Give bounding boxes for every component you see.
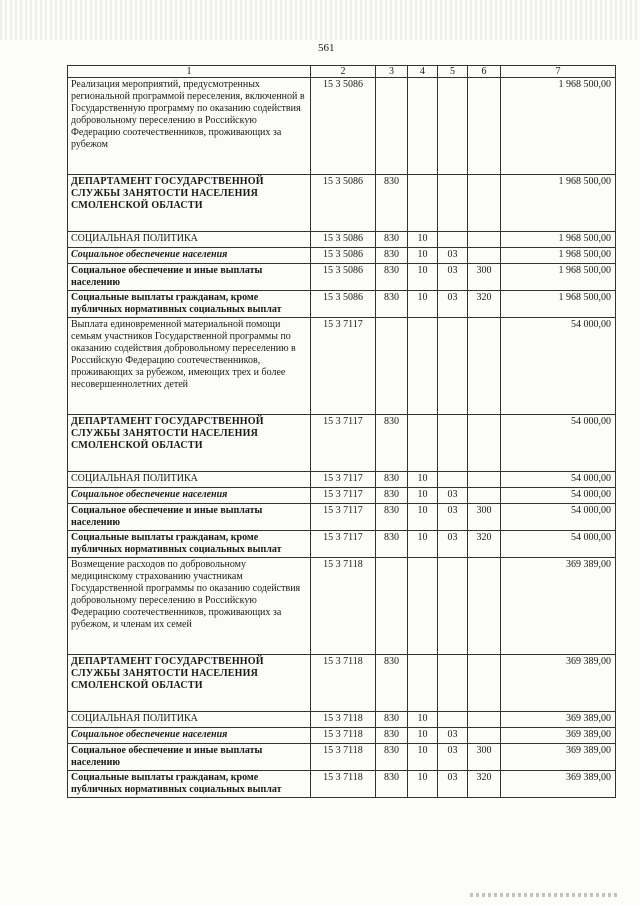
table-row-dept	[68, 175, 616, 232]
row-name: ДЕПАРТАМЕНТ ГОСУДАРСТВЕННОЙ СЛУЖБЫ ЗАНЯТОСТИ НАСЕЛЕНИЯ СМОЛЕНСКОЙ ОБЛАСТИ	[68, 415, 311, 472]
column-header: 4	[408, 66, 438, 78]
target-article-code: 15 3 7117	[311, 504, 376, 531]
section-code	[408, 78, 438, 175]
amount: 54 000,00	[501, 415, 616, 472]
section-code: 10	[408, 744, 438, 771]
table-row-sub	[68, 264, 616, 291]
row-name: Социальное обеспечение и иные выплаты населению	[68, 744, 311, 771]
column-header: 2	[311, 66, 376, 78]
section-code: 10	[408, 248, 438, 264]
column-header: 6	[468, 66, 501, 78]
target-article-code: 15 3 5086	[311, 248, 376, 264]
amount: 1 968 500,00	[501, 78, 616, 175]
ministry-code: 830	[376, 771, 408, 798]
table-row-dept	[68, 415, 616, 472]
expense-type-code	[468, 415, 501, 472]
amount: 369 389,00	[501, 728, 616, 744]
amount: 1 968 500,00	[501, 248, 616, 264]
ministry-code: 830	[376, 531, 408, 558]
scan-mark	[470, 893, 620, 897]
ministry-code: 830	[376, 488, 408, 504]
target-article-code: 15 3 5086	[311, 232, 376, 248]
table-row-sub	[68, 291, 616, 318]
section-code: 10	[408, 232, 438, 248]
target-article-code: 15 3 5086	[311, 291, 376, 318]
subsection-code: 03	[438, 531, 468, 558]
row-name: Возмещение расходов по добровольному медицинскому страхованию участникам Государственной программы по оказанию содействия добровольному переселению в Российскую Федерацию соотечественников, проживающих за рубежом, и членам их семей	[68, 558, 311, 655]
expense-type-code	[468, 318, 501, 415]
ministry-code: 830	[376, 712, 408, 728]
row-name: Социальное обеспечение и иные выплаты населению	[68, 504, 311, 531]
subsection-code: 03	[438, 248, 468, 264]
expense-type-code: 300	[468, 264, 501, 291]
subsection-code: 03	[438, 504, 468, 531]
ministry-code: 830	[376, 248, 408, 264]
section-code: 10	[408, 472, 438, 488]
amount: 54 000,00	[501, 504, 616, 531]
ministry-code: 830	[376, 264, 408, 291]
budget-table	[67, 65, 616, 798]
row-name: Социальное обеспечение населения	[68, 488, 311, 504]
ministry-code: 830	[376, 175, 408, 232]
expense-type-code	[468, 175, 501, 232]
amount: 54 000,00	[501, 318, 616, 415]
row-name: Выплата единовременной материальной помощи семьям участников Государственной программы по оказанию содействия добровольному переселению в Российскую Федерацию соотечественников, проживающих за рубежом, имеющих трех и более несовершеннолетних детей	[68, 318, 311, 415]
subsection-code: 03	[438, 744, 468, 771]
amount: 369 389,00	[501, 744, 616, 771]
amount: 54 000,00	[501, 472, 616, 488]
expense-type-code	[468, 78, 501, 175]
section-code	[408, 558, 438, 655]
target-article-code: 15 3 7118	[311, 558, 376, 655]
row-name: ДЕПАРТАМЕНТ ГОСУДАРСТВЕННОЙ СЛУЖБЫ ЗАНЯТОСТИ НАСЕЛЕНИЯ СМОЛЕНСКОЙ ОБЛАСТИ	[68, 175, 311, 232]
target-article-code: 15 3 7117	[311, 531, 376, 558]
table-row-sub	[68, 771, 616, 798]
amount: 1 968 500,00	[501, 264, 616, 291]
subsection-code: 03	[438, 291, 468, 318]
subsection-code	[438, 655, 468, 712]
target-article-code: 15 3 7117	[311, 472, 376, 488]
section-code	[408, 655, 438, 712]
expense-type-code	[468, 728, 501, 744]
row-name: Социальные выплаты гражданам, кроме публичных нормативных социальных выплат	[68, 531, 311, 558]
section-code: 10	[408, 771, 438, 798]
table-row-soc	[68, 488, 616, 504]
table-row-desc	[68, 78, 616, 175]
target-article-code: 15 3 7117	[311, 415, 376, 472]
expense-type-code	[468, 248, 501, 264]
ministry-code: 830	[376, 655, 408, 712]
ministry-code: 830	[376, 415, 408, 472]
column-header-row	[68, 66, 616, 78]
subsection-code	[438, 558, 468, 655]
table-row-desc	[68, 558, 616, 655]
column-header: 7	[501, 66, 616, 78]
subsection-code	[438, 472, 468, 488]
expense-type-code: 300	[468, 504, 501, 531]
section-code	[408, 175, 438, 232]
table-row-soc	[68, 728, 616, 744]
section-code: 10	[408, 712, 438, 728]
row-name: Реализация мероприятий, предусмотренных региональной программой переселения, включенной в Государственную программу по оказанию содействия добровольному переселению в Российскую Федерацию соотечественников, проживающих за рубежом	[68, 78, 311, 175]
table-row-desc	[68, 318, 616, 415]
subsection-code	[438, 318, 468, 415]
column-header: 5	[438, 66, 468, 78]
row-name: Социальное обеспечение населения	[68, 248, 311, 264]
expense-type-code: 320	[468, 291, 501, 318]
table-row-pol	[68, 472, 616, 488]
section-code: 10	[408, 728, 438, 744]
amount: 369 389,00	[501, 712, 616, 728]
subsection-code	[438, 175, 468, 232]
row-name: Социальное обеспечение и иные выплаты населению	[68, 264, 311, 291]
amount: 1 968 500,00	[501, 175, 616, 232]
ministry-code: 830	[376, 504, 408, 531]
ministry-code: 830	[376, 744, 408, 771]
table-row-sub	[68, 744, 616, 771]
subsection-code: 03	[438, 264, 468, 291]
section-code: 10	[408, 264, 438, 291]
subsection-code: 03	[438, 488, 468, 504]
column-header: 1	[68, 66, 311, 78]
ministry-code: 830	[376, 728, 408, 744]
target-article-code: 15 3 5086	[311, 78, 376, 175]
section-code: 10	[408, 531, 438, 558]
amount: 369 389,00	[501, 655, 616, 712]
amount: 54 000,00	[501, 488, 616, 504]
table-row-pol	[68, 712, 616, 728]
target-article-code: 15 3 7117	[311, 488, 376, 504]
amount: 1 968 500,00	[501, 232, 616, 248]
subsection-code	[438, 415, 468, 472]
subsection-code	[438, 78, 468, 175]
expense-type-code	[468, 488, 501, 504]
subsection-code: 03	[438, 728, 468, 744]
row-name: Социальное обеспечение населения	[68, 728, 311, 744]
row-name: Социальные выплаты гражданам, кроме публичных нормативных социальных выплат	[68, 291, 311, 318]
target-article-code: 15 3 5086	[311, 175, 376, 232]
expense-type-code: 320	[468, 531, 501, 558]
table-row-dept	[68, 655, 616, 712]
subsection-code	[438, 712, 468, 728]
expense-type-code	[468, 558, 501, 655]
scan-noise	[0, 0, 640, 40]
ministry-code: 830	[376, 232, 408, 248]
row-name: СОЦИАЛЬНАЯ ПОЛИТИКА	[68, 472, 311, 488]
target-article-code: 15 3 7118	[311, 728, 376, 744]
expense-type-code	[468, 712, 501, 728]
table-row-pol	[68, 232, 616, 248]
ministry-code: 830	[376, 472, 408, 488]
expense-type-code: 300	[468, 744, 501, 771]
row-name: ДЕПАРТАМЕНТ ГОСУДАРСТВЕННОЙ СЛУЖБЫ ЗАНЯТОСТИ НАСЕЛЕНИЯ СМОЛЕНСКОЙ ОБЛАСТИ	[68, 655, 311, 712]
amount: 369 389,00	[501, 558, 616, 655]
table-row-sub	[68, 531, 616, 558]
target-article-code: 15 3 5086	[311, 264, 376, 291]
amount: 1 968 500,00	[501, 291, 616, 318]
ministry-code	[376, 318, 408, 415]
target-article-code: 15 3 7118	[311, 712, 376, 728]
ministry-code	[376, 558, 408, 655]
table-row-sub	[68, 504, 616, 531]
section-code: 10	[408, 488, 438, 504]
section-code: 10	[408, 504, 438, 531]
table-row-soc	[68, 248, 616, 264]
amount: 369 389,00	[501, 771, 616, 798]
expense-type-code	[468, 655, 501, 712]
subsection-code: 03	[438, 771, 468, 798]
target-article-code: 15 3 7118	[311, 744, 376, 771]
row-name: СОЦИАЛЬНАЯ ПОЛИТИКА	[68, 232, 311, 248]
section-code	[408, 318, 438, 415]
column-header: 3	[376, 66, 408, 78]
amount: 54 000,00	[501, 531, 616, 558]
subsection-code	[438, 232, 468, 248]
target-article-code: 15 3 7118	[311, 655, 376, 712]
expense-type-code: 320	[468, 771, 501, 798]
target-article-code: 15 3 7117	[311, 318, 376, 415]
ministry-code: 830	[376, 291, 408, 318]
expense-type-code	[468, 232, 501, 248]
page-number: 561	[318, 42, 335, 54]
section-code: 10	[408, 291, 438, 318]
expense-type-code	[468, 472, 501, 488]
row-name: СОЦИАЛЬНАЯ ПОЛИТИКА	[68, 712, 311, 728]
target-article-code: 15 3 7118	[311, 771, 376, 798]
row-name: Социальные выплаты гражданам, кроме публичных нормативных социальных выплат	[68, 771, 311, 798]
section-code	[408, 415, 438, 472]
ministry-code	[376, 78, 408, 175]
